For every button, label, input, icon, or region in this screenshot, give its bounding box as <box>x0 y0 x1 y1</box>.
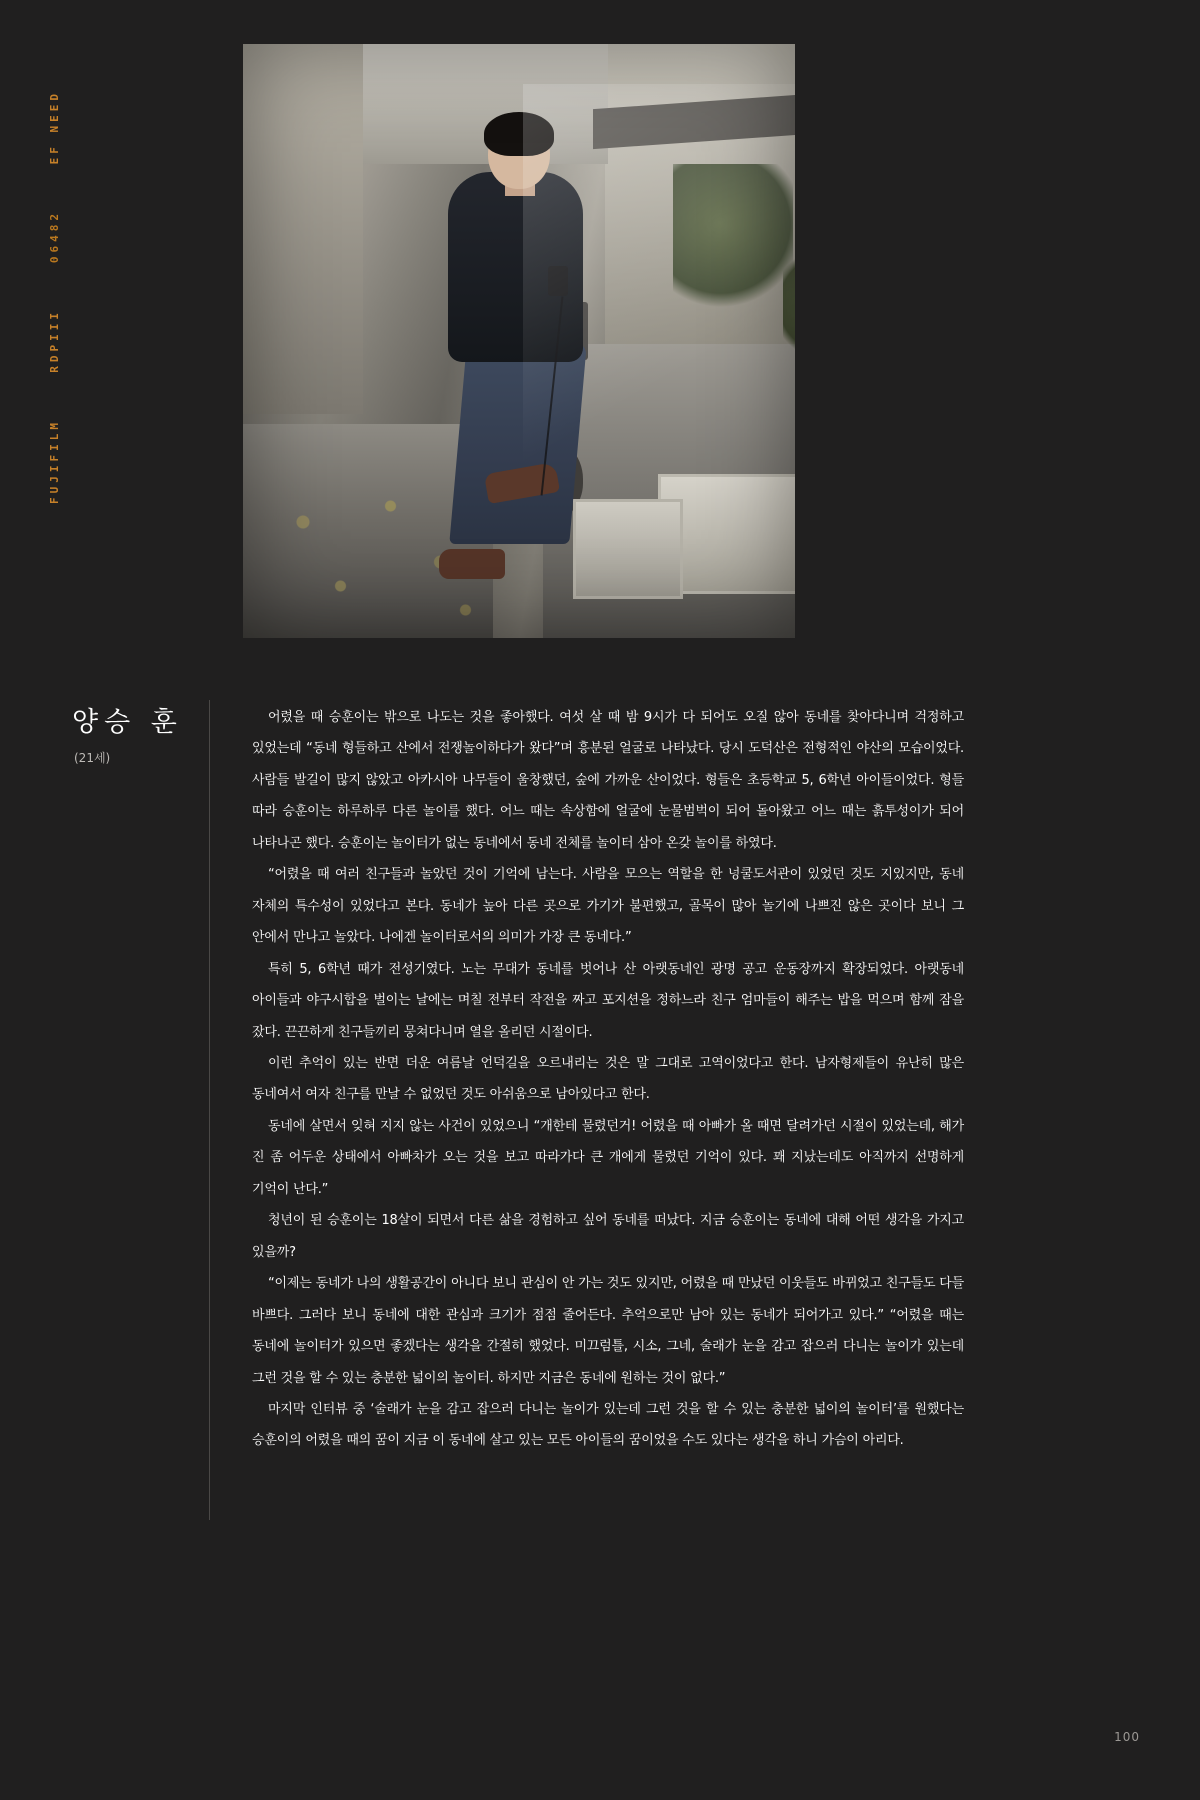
portrait-photo <box>243 44 795 638</box>
article-paragraph: “어렸을 때 여러 친구들과 놀았던 것이 기억에 남는다. 사람을 모으는 역할을 한 넝쿨도서관이 있었던 것도 지있지만, 동네 자체의 특수성이 있었다고 본다. 동네가 높아 다른 곳으로 가기가 불편했고, 골목이 많아 놀기에 나쁘진 않은 곳이다 보니 그 안에서 만나고 놀았다. 나에겐 놀이터로서의 의미가 가장 큰 동네다.” <box>252 867 964 946</box>
photo-styrofoam-box-2 <box>573 499 683 599</box>
photo-subject-shoe-left <box>439 549 505 579</box>
photo-subject-hair <box>484 112 554 156</box>
film-mark-1: 06482 <box>47 210 61 264</box>
article-paragraph: 이런 추억이 있는 반면 더운 여름날 언덕길을 오르내리는 것은 말 그대로 고역이었다고 한다. 남자형제들이 유난히 많은 동네여서 여자 친구를 만날 수 없었던 것도 아쉬움으로 남아있다고 한다. <box>252 1055 964 1103</box>
article-body <box>252 702 964 1457</box>
article-paragraph: 마지막 인터뷰 중 ‘술래가 눈을 감고 잡으러 다니는 놀이가 있는데 그런 것을 할 수 있는 충분한 넓이의 놀이터’를 원했다는 승훈이의 어렸을 때의 꿈이 지금 이 동네에 살고 있는 모든 아이들의 꿈이었을 수도 있다는 생각을 하니 가슴이 아리다. <box>252 1401 964 1449</box>
photo-subject-jeans <box>449 344 586 544</box>
subject-name-block <box>60 700 210 1520</box>
subject-age: (21세) <box>74 751 111 765</box>
film-mark-3: FUJIFILM <box>47 419 61 505</box>
subject-name: 양승 훈 <box>72 707 183 738</box>
article-paragraph: 특히 5, 6학년 때가 전성기였다. 노는 무대가 동네를 벗어나 산 아랫동네인 광명 공고 운동장까지 확장되었다. 아랫동네 아이들과 야구시합을 벌이는 날에는 며칠 전부터 작전을 짜고 포지션을 정하느라 친구 엄마들이 해주는 밥을 먹으며 함께 잠을 잤다. 끈끈하게 친구들끼리 뭉쳐다니며 열을 올리던 시절이다. <box>252 961 964 1040</box>
article-paragraph: “이제는 동네가 나의 생활공간이 아니다 보니 관심이 안 가는 것도 있지만, 어렸을 때 만났던 이웃들도 바뀌었고 친구들도 다들 바쁘다. 그러다 보니 동네에 대한 관심과 크기가 점점 줄어든다. 추억으로만 남아 있는 동네가 되어가고 있다.” “어렸을 때는 동네에 놀이터가 있으면 좋겠다는 생각을 간절히 했었다. 미끄럼틀, 시소, 그네, 술래가 눈을 감고 잡으러 다니는 놀이가 있는데 그런 것을 할 수 있는 충분한 넓이의 놀이터. 하지만 지금은 동네에 원하는 것이 없다.” <box>252 1276 964 1386</box>
photo-left-wall <box>243 44 363 414</box>
film-edge-markings <box>34 90 74 550</box>
photo-foliage-lower <box>783 244 795 364</box>
photo-subject-phone <box>548 266 568 296</box>
photo-foliage-upper <box>673 164 793 314</box>
article-paragraph: 동네에 살면서 잊혀 지지 않는 사건이 있었으니 “개한테 물렸던거! 어렸을 때 아빠가 올 때면 달려가던 시절이 있었는데, 해가 진 좀 어두운 상태에서 아빠차가 오는 것을 보고 따라가다 큰 개에게 물렸던 기억이 있다. 꽤 지났는데도 아직까지 선명하게 기억이 난다.” <box>252 1118 964 1197</box>
film-mark-2: RDPIII <box>47 309 61 374</box>
article-paragraph: 청년이 된 승훈이는 18살이 되면서 다른 삶을 경험하고 싶어 동네를 떠났다. 지금 승훈이는 동네에 대해 어떤 생각을 가지고 있을까? <box>252 1213 964 1260</box>
page-number: 100 <box>1114 1730 1140 1744</box>
film-mark-0: EF NEED <box>47 90 61 165</box>
article-paragraph: 어렸을 때 승훈이는 밖으로 나도는 것을 좋아했다. 여섯 살 때 밤 9시가 다 되어도 오질 않아 동네를 찾아다니며 걱정하고 있었는데 “동네 형들하고 산에서 전쟁놀이하다가 왔다”며 흥분된 얼굴로 나타났다. 당시 도덕산은 전형적인 야산의 모습이었다. 사람들 발길이 많지 않았고 아카시아 나무들이 울창했던, 숲에 가까운 산이었다. 형들은 초등학교 5, 6학년 아이들이었다. 형들 따라 승훈이는 하루하루 다른 놀이를 했다. 어느 때는 속상함에 얼굴에 눈물범벅이 되어 돌아왔고 어느 때는 흙투성이가 되어 나타나곤 했다. 승훈이는 놀이터가 없는 동네에서 동네 전체를 놀이터 삼아 온갖 놀이를 하였다. <box>252 710 964 851</box>
photo-base <box>243 44 795 638</box>
